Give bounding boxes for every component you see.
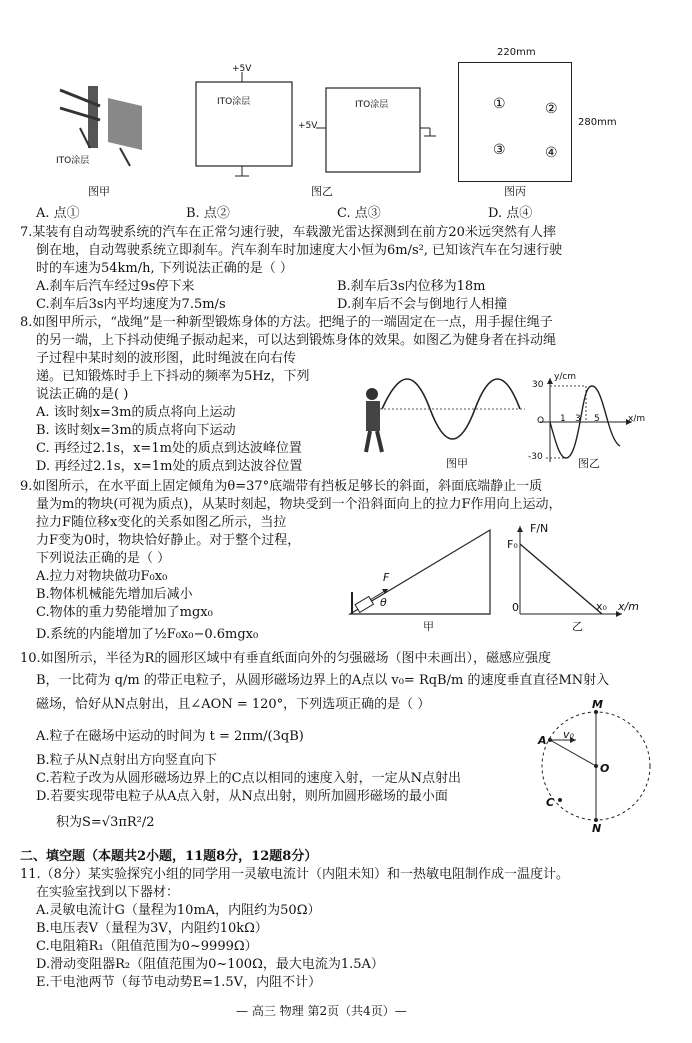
- q9-ylabel: F/N: [530, 522, 549, 535]
- q11-item-d: D.滑动变阻器R₂（阻值范围为0~100Ω，最大电流为1.5A）: [36, 957, 384, 972]
- q8-figures: [360, 374, 680, 474]
- q10-line-2: B，一比荷为 q/m 的带正电粒子，从圆形磁场边界上的A点以 v₀= RqB/m 的速度垂直直径MN射入: [36, 673, 610, 688]
- q7-option-a: A.刹车后汽车经过9s停下来: [36, 279, 195, 294]
- q10-option-c: C.若粒子改为从圆形磁场边界上的C点以相同的速度入射，一定从N点射出: [36, 771, 461, 786]
- caption-jia: 图甲: [88, 185, 110, 198]
- q7-line-2: 倒在地，自动驾驶系统立即刹车。汽车刹车时加速度大小恒为6m/s², 已知该汽车在匀速行驶: [36, 243, 563, 258]
- q8-caption-jia: 图甲: [446, 457, 468, 470]
- q6-option-d: D. 点④: [488, 206, 533, 221]
- q11-line-1: 11.（8分）某实验探究小组的同学用一灵敏电流计（内阻未知）和一热敏电阻制作成一温度计。: [20, 867, 569, 882]
- q8-tick-neg30: -30: [528, 452, 543, 462]
- q10-point-m: M: [592, 698, 603, 711]
- q9-theta-label: θ: [380, 596, 387, 609]
- q9-option-a: A.拉力对物块做功F₀x₀: [36, 569, 168, 584]
- q10-line-1: 10.如图所示，半径为R的圆形区域中有垂直纸面向外的匀强磁场（图中未画出），磁感应强度: [20, 651, 551, 666]
- q11-item-a: A.灵敏电流计G（量程为10mA，内阻约为50Ω）: [36, 903, 321, 918]
- q9-option-b: B.物体机械能先增加后减小: [36, 587, 193, 602]
- plus5v-top: +5V: [232, 64, 252, 74]
- q6-option-c: C. 点③: [337, 206, 381, 221]
- q8-line-5: 说法正确的是( ): [36, 387, 129, 402]
- q8-line-3: 子过程中某时刻的波形图，此时绳波在向右传: [36, 351, 297, 366]
- caption-bing: 图丙: [504, 185, 526, 198]
- q10-point-c: C: [546, 796, 555, 809]
- q8-tick-30: 30: [532, 380, 544, 390]
- q8-xlabel: x/m: [628, 414, 646, 424]
- page-footer: — 高三 物理 第2页（共4页）—: [236, 1004, 407, 1018]
- q9-xlabel: x/m: [618, 600, 639, 613]
- q10-center-o: O: [600, 762, 610, 775]
- q10-option-d-cont: 积为S=√3πR²/2: [56, 815, 155, 830]
- q7-line-1: 7.某装有自动驾驶系统的汽车在正常匀速行驶，车载激光雷达探测到在前方20米远突然有人摔: [20, 225, 556, 240]
- q9-option-c: C.物体的重力势能增加了mgx₀: [36, 605, 213, 620]
- q8-tick-1: 1: [560, 414, 566, 424]
- q7-option-d: D.刹车后不会与倒地行人相撞: [337, 297, 508, 312]
- q6-option-b: B. 点②: [186, 206, 230, 221]
- q9-line-5: 下列说法正确的是（ ）: [36, 551, 171, 566]
- q9-x0: x₀: [596, 600, 607, 613]
- q8-line-2: 的另一端，上下抖动使绳子振动起来，可以达到锻炼身体的效果。如图乙为健身者在抖动绳: [36, 333, 557, 348]
- q8-option-a: A. 该时刻x=3m的质点将向上运动: [36, 405, 236, 420]
- figure-bing-board: [458, 62, 572, 182]
- point-2: ②: [545, 101, 558, 117]
- q7-option-b: B.刹车后3s内位移为18m: [337, 279, 486, 294]
- q8-tick-5: 5: [594, 414, 600, 424]
- q8-option-b: B. 该时刻x=3m的质点将向下运动: [36, 423, 236, 438]
- q9-force-label: F: [383, 571, 390, 584]
- height-280mm: 280mm: [578, 117, 617, 128]
- q11-item-b: B.电压表V（量程为3V，内阻约10kΩ）: [36, 921, 268, 936]
- q11-item-e: E.干电池两节（每节电动势E=1.5V，内阻不计）: [36, 975, 322, 990]
- q10-point-n: N: [592, 822, 602, 835]
- q9-origin: 0: [512, 601, 519, 614]
- q8-option-c: C. 再经过2.1s，x=1m处的质点到达波峰位置: [36, 441, 302, 456]
- q10-velocity-label: v₀: [563, 728, 574, 741]
- q11-line-2: 在实验室找到以下器材：: [36, 885, 180, 900]
- q8-caption-yi: 图乙: [578, 457, 600, 470]
- point-1: ①: [493, 96, 506, 112]
- q9-caption-yi: 乙: [572, 620, 583, 633]
- ito-label-jia: ITO涂层: [56, 156, 90, 166]
- q8-origin: O: [537, 416, 545, 426]
- q7-line-3: 时的车速为54km/h, 下列说法正确的是（ ）: [36, 261, 293, 276]
- q8-option-d: D. 再经过2.1s，x=1m处的质点到达波谷位置: [36, 459, 303, 474]
- q6-option-a: A. 点①: [36, 206, 80, 221]
- q10-line-3: 磁场，恰好从N点射出，且∠AON = 120°，下列选项正确的是（ ）: [36, 697, 431, 712]
- q10-point-a: A: [538, 734, 547, 747]
- ito-label-yi-right: ITO涂层: [355, 100, 389, 110]
- q10-option-b: B.粒子从N点射出方向竖直向下: [36, 753, 218, 768]
- q7-option-c: C.刹车后3s内平均速度为7.5m/s: [36, 297, 226, 312]
- section-heading-fill-in: 二、填空题（本题共2小题，11题8分，12题8分）: [20, 849, 318, 864]
- q8-line-1: 8.如图甲所示，“战绳”是一种新型锻炼身体的方法。把绳子的一端固定在一点，用手握住绳子: [20, 315, 553, 330]
- q8-ylabel: y/cm: [554, 372, 577, 382]
- width-220mm: 220mm: [497, 47, 536, 58]
- point-3: ③: [493, 142, 506, 158]
- q9-caption-jia: 甲: [423, 620, 434, 633]
- q8-line-4: 递。已知锻炼时手上下抖动的频率为5Hz，下列: [36, 369, 310, 384]
- q9-line-1: 9.如图所示，在水平面上固定倾角为θ=37°底端带有挡板足够长的斜面，斜面底端静止一质: [20, 479, 543, 494]
- q9-line-2: 量为m的物块(可视为质点)，从某时刻起，物块受到一个沿斜面向上的拉力F作用向上运动，: [36, 497, 562, 512]
- point-4: ④: [545, 145, 558, 161]
- q8-tick-3: 3: [575, 414, 581, 424]
- q9-f0: F₀: [507, 538, 518, 551]
- ito-label-yi-left: ITO涂层: [217, 97, 251, 107]
- q9-line-4: 力F变为0时，物块恰好静止。对于整个过程，: [36, 533, 301, 548]
- q9-option-d: D.系统的内能增加了½F₀x₀−0.6mgx₀: [36, 627, 259, 642]
- q10-option-a: A.粒子在磁场中运动的时间为 t = 2πm/(3qB): [36, 729, 304, 744]
- caption-yi: 图乙: [311, 185, 333, 198]
- plus5v-left: +5V: [298, 121, 318, 131]
- q9-line-3: 拉力F随位移x变化的关系如图乙所示，当拉: [36, 515, 287, 530]
- q11-item-c: C.电阻箱R₁（阻值范围为0~9999Ω）: [36, 939, 258, 954]
- q10-option-d: D.若要实现带电粒子从A点入射，从N点出射，则所加圆形磁场的最小面: [36, 789, 448, 804]
